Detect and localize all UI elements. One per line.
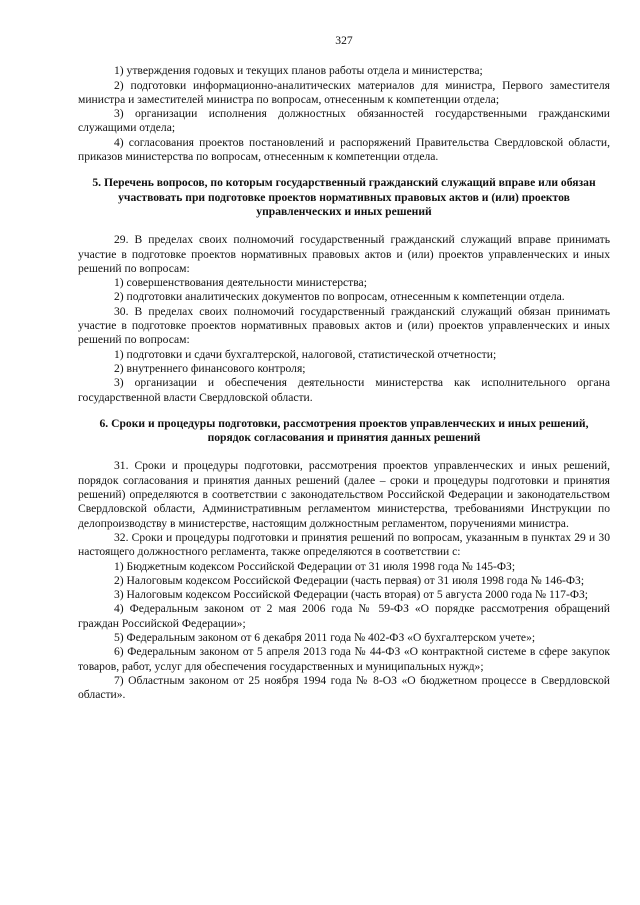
section-6-body (78, 459, 610, 702)
list-item: 3) Налоговым кодексом Российской Федерации (часть вторая) от 5 августа 2000 года № 117-ФЗ; (114, 588, 589, 602)
list-item: 1) подготовки и сдачи бухгалтерской, налоговой, статистической отчетности; (114, 347, 497, 361)
list-item: 3) организации исполнения должностных обязанностей государственными гражданскими служащими отдела; (78, 107, 610, 135)
list-item: 3) организации и обеспечения деятельности министерства как исполнительного органа государственной власти Свердловской области. (78, 376, 610, 404)
page-number: 327 (335, 34, 353, 47)
section-6-heading: 6. Сроки и процедуры подготовки, рассмотрения проектов управленческих и иных решений, порядок согласования и принятия данных решений (99, 416, 589, 445)
list-item: 1) совершенствования деятельности министерства; (114, 276, 367, 290)
paragraph: 30. В пределах своих полномочий государственный гражданский служащий обязан принимать участие в подготовке проектов нормативных правовых актов и (или) проектов управленческих и иных решений по вопросам: (78, 304, 610, 347)
paragraph: 29. В пределах своих полномочий государственный гражданский служащий вправе принимать участие в подготовке проектов нормативных правовых актов и (или) проектов управленческих и иных решений по вопросам: (78, 233, 610, 275)
top-list (78, 64, 610, 164)
section-5-body (78, 233, 610, 405)
list-item: 2) внутреннего финансового контроля; (114, 361, 306, 375)
section-5-heading: 5. Перечень вопросов, по которым государственный гражданский служащий вправе или обязан участвовать при подготовке проектов нормативных правовых актов и (или) проектов управленческих и иных решений (92, 176, 596, 218)
list-item: 2) подготовки аналитических документов по вопросам, отнесенным к компетенции отдела. (114, 290, 565, 304)
list-item: 1) утверждения годовых и текущих планов работы отдела и министерства; (114, 64, 483, 78)
list-item: 7) Областным законом от 25 ноября 1994 года № 8-ОЗ «О бюджетном процессе в Свердловской области». (78, 673, 610, 702)
list-item: 4) согласования проектов постановлений и распоряжений Правительства Свердловской области, приказов министерства по вопросам, отнесенным к компетенции отдела. (78, 135, 610, 164)
list-item: 6) Федеральным законом от 5 апреля 2013 года № 44-ФЗ «О контрактной системе в сфере закупок товаров, работ, услуг для обеспечения государственных и муниципальных нужд»; (78, 645, 610, 673)
list-item: 4) Федеральным законом от 2 мая 2006 года № 59-ФЗ «О порядке рассмотрения обращений граждан Российской Федерации»; (78, 602, 610, 630)
list-item: 1) Бюджетным кодексом Российской Федерации от 31 июля 1998 года № 145-ФЗ; (114, 559, 516, 573)
document-page (78, 34, 610, 702)
list-item: 2) Налоговым кодексом Российской Федерации (часть первая) от 31 июля 1998 года № 146-ФЗ; (114, 573, 585, 587)
paragraph: 32. Сроки и процедуры подготовки и принятия решений по вопросам, указанным в пунктах 29 и 30 настоящего должностного регламента, также определяются в соответствии с: (78, 530, 610, 559)
list-item: 2) подготовки информационно-аналитических материалов для министра, Первого заместителя министра и заместителей министра по вопросам, отнесенным к компетенции отдела; (78, 78, 610, 106)
list-item: 5) Федеральным законом от 6 декабря 2011 года № 402-ФЗ «О бухгалтерском учете»; (114, 630, 536, 644)
paragraph: 31. Сроки и процедуры подготовки, рассмотрения проектов управленческих и иных решений, порядок согласования и принятия данных решений (далее – сроки и процедуры подготовки и принятия решений) определяются в соответствии с законодательством Российской Федерации и законодательством Свердловской области, Административным регламентом министерства, требованиями Инструкции по делопроизводству в министерстве, настоящим должностным регламентом, поручениями министра. (78, 459, 610, 530)
